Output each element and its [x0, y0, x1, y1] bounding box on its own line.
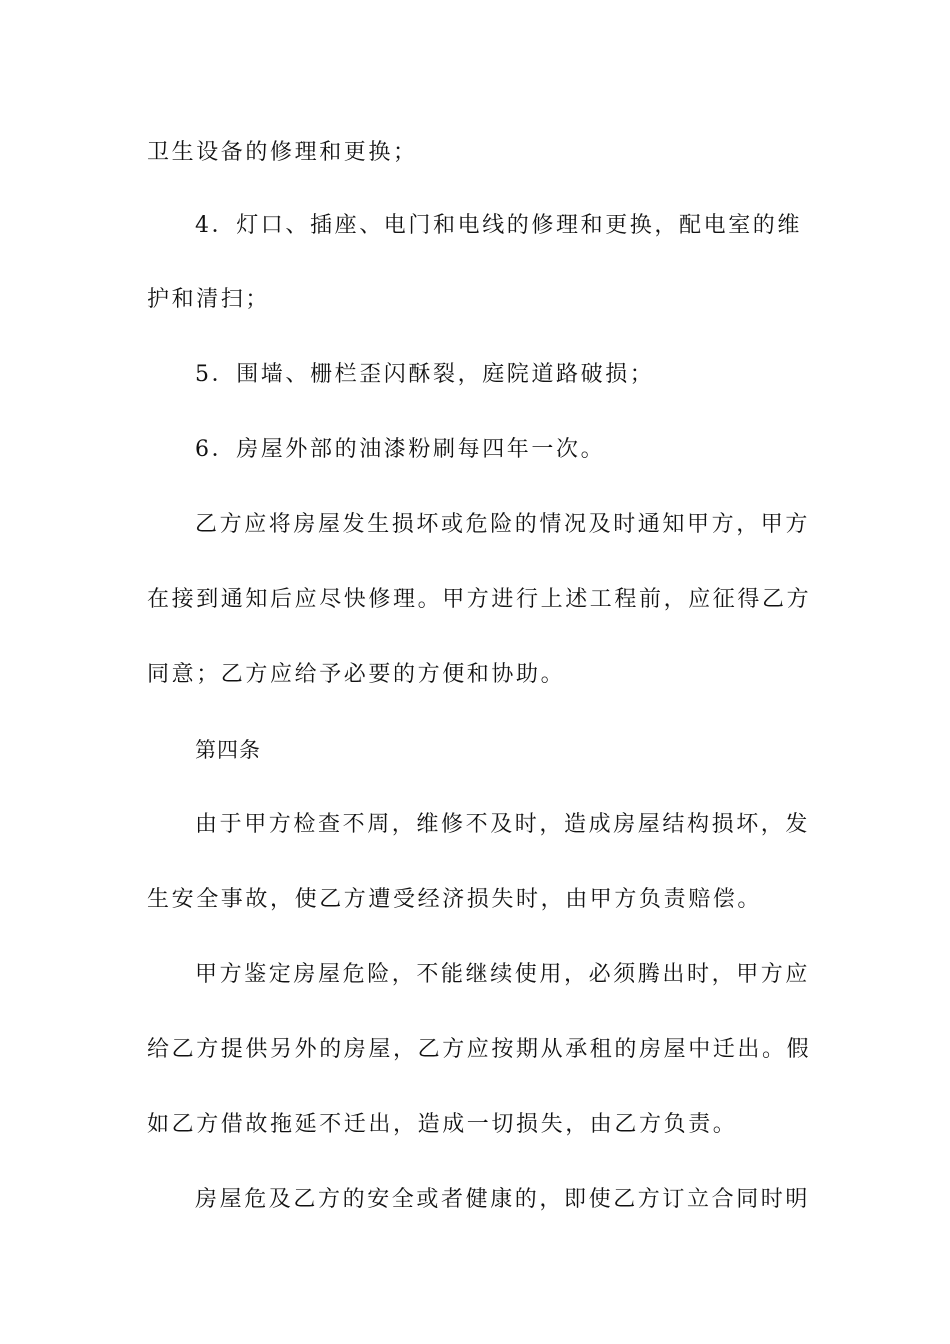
text-line-15: 房屋危及乙方的安全或者健康的，即使乙方订立合同时明	[195, 1187, 811, 1212]
text-line-14: 如乙方借故拖延不迁出，造成一切损失，由乙方负责。	[147, 1112, 738, 1137]
text-line-4: 5．围墙、栅栏歪闪酥裂，庭院道路破损；	[195, 362, 655, 387]
text-line-11: 生安全事故，使乙方遭受经济损失时，由甲方负责赔偿。	[147, 887, 763, 912]
section-heading: 第四条	[195, 738, 261, 762]
text-line-8: 同意；乙方应给予必要的方便和协助。	[147, 662, 566, 687]
text-line-13: 给乙方提供另外的房屋，乙方应按期从承租的房屋中迁出。假	[147, 1037, 812, 1062]
text-line-10: 由于甲方检查不周，维修不及时，造成房屋结构损坏，发	[195, 812, 811, 837]
text-line-5: 6．房屋外部的油漆粉刷每四年一次。	[195, 437, 606, 462]
text-line-3: 护和清扫；	[147, 287, 271, 312]
text-line-1: 卫生设备的修理和更换；	[147, 140, 418, 165]
text-line-2: 4．灯口、插座、电门和电线的修理和更换，配电室的维	[195, 213, 802, 238]
text-line-12: 甲方鉴定房屋危险，不能继续使用，必须腾出时，甲方应	[195, 962, 811, 987]
text-line-7: 在接到通知后应尽快修理。甲方进行上述工程前，应征得乙方	[147, 587, 812, 612]
text-line-6: 乙方应将房屋发生损坏或危险的情况及时通知甲方，甲方	[195, 512, 811, 537]
